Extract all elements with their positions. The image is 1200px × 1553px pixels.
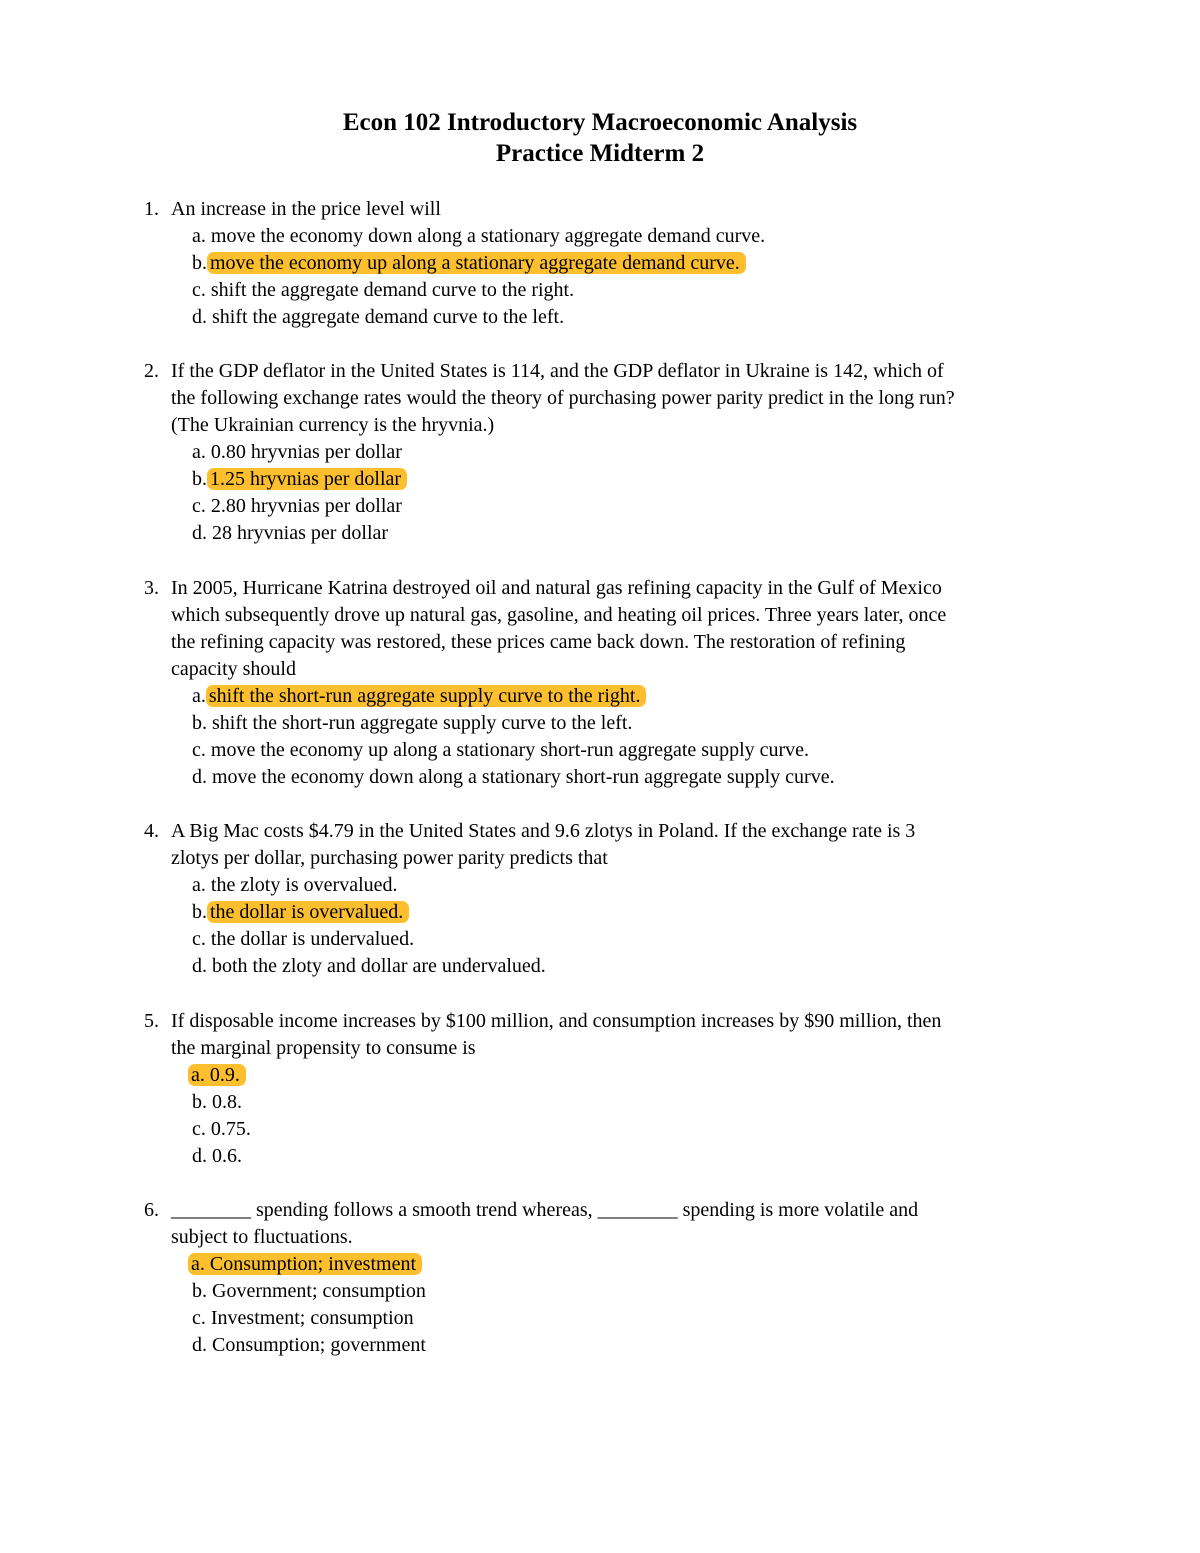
option-letter: c. <box>192 739 206 761</box>
question-2 <box>144 358 1104 547</box>
stem-line: zlotys per dollar, purchasing power parity predicts that <box>171 847 608 869</box>
option-c <box>144 277 1104 304</box>
stem-line: A Big Mac costs $4.79 in the United States and 9.6 zlotys in Poland. If the exchange rate is 3 <box>171 820 916 842</box>
option-text: move the economy up along a stationary short-run aggregate supply curve. <box>210 739 810 761</box>
option-letter: c. <box>192 1118 206 1140</box>
option-letter: c. <box>192 495 206 517</box>
option-d <box>144 953 1104 980</box>
option-text: Consumption; investment <box>209 1253 417 1275</box>
option-letter: b. <box>192 712 207 734</box>
option-text: 0.75. <box>210 1118 251 1140</box>
option-letter: d. <box>192 955 207 977</box>
option-d <box>144 764 1104 791</box>
option-d <box>144 1332 1104 1359</box>
option-text: Government; consumption <box>212 1280 426 1302</box>
question-5 <box>144 1008 1104 1170</box>
answer-highlight: shift the short-run aggregate supply curve to the right. <box>206 685 647 707</box>
question-4 <box>144 818 1104 980</box>
option-text: shift the aggregate demand curve to the left. <box>212 306 565 328</box>
stem-line: capacity should <box>171 658 296 680</box>
option-letter: b. <box>192 1091 207 1113</box>
option-letter: b. <box>192 468 207 490</box>
exam-title: Practice Midterm 2 <box>495 140 705 167</box>
question-number: 2. <box>144 360 159 382</box>
option-letter: b. <box>192 901 207 923</box>
option-b-highlighted <box>144 466 1104 493</box>
option-letter: a. <box>192 685 206 707</box>
option-letter: d. <box>192 1145 207 1167</box>
option-text: shift the short-run aggregate supply curve to the left. <box>212 712 633 734</box>
option-b <box>144 1089 1104 1116</box>
stem-line: In 2005, Hurricane Katrina destroyed oil and natural gas refining capacity in the Gulf of Mexico <box>171 577 942 599</box>
answer-highlight <box>188 1064 246 1086</box>
option-a <box>144 439 1104 466</box>
option-text: 0.9. <box>209 1064 240 1086</box>
option-text: 0.6. <box>212 1145 242 1167</box>
stem-line: the following exchange rates would the theory of purchasing power parity predict in the long run? <box>171 387 955 409</box>
option-letter: a. <box>191 1253 205 1275</box>
option-letter: a. <box>192 874 206 896</box>
option-text: the dollar is undervalued. <box>210 928 415 950</box>
option-a-highlighted <box>144 1062 1104 1089</box>
answer-highlight <box>188 1253 422 1275</box>
question-stem <box>144 575 1104 602</box>
stem-line: the marginal propensity to consume is <box>171 1037 476 1059</box>
question-number: 4. <box>144 820 159 842</box>
stem-line: (The Ukrainian currency is the hryvnia.) <box>171 414 495 436</box>
answer-highlight: 1.25 hryvnias per dollar <box>207 468 407 490</box>
stem-line: subject to fluctuations. <box>171 1226 353 1248</box>
option-letter: a. <box>191 1064 205 1086</box>
stem-line: An increase in the price level will <box>171 198 441 220</box>
option-letter: d. <box>192 522 207 544</box>
option-text: both the zloty and dollar are undervalued. <box>212 955 546 977</box>
option-text: move the economy down along a stationary short-run aggregate supply curve. <box>212 766 835 788</box>
answer-highlight: move the economy up along a stationary aggregate demand curve. <box>207 252 746 274</box>
option-letter: c. <box>192 279 206 301</box>
option-c <box>144 493 1104 520</box>
option-letter: d. <box>192 766 207 788</box>
option-c <box>144 737 1104 764</box>
option-text: 0.8. <box>212 1091 242 1113</box>
option-text: Investment; consumption <box>210 1307 414 1329</box>
option-a <box>144 872 1104 899</box>
option-a <box>144 223 1104 250</box>
question-stem <box>144 196 1104 223</box>
option-text: 28 hryvnias per dollar <box>212 522 389 544</box>
stem-line: which subsequently drove up natural gas, gasoline, and heating oil prices. Three years later, once <box>171 604 947 626</box>
option-d <box>144 520 1104 547</box>
option-letter: c. <box>192 1307 206 1329</box>
question-1 <box>144 196 1104 331</box>
question-number: 3. <box>144 577 159 599</box>
question-number: 6. <box>144 1199 159 1221</box>
stem-line: If disposable income increases by $100 million, and consumption increases by $90 million, then <box>171 1010 942 1032</box>
option-letter: d. <box>192 1334 207 1356</box>
option-text: Consumption; government <box>212 1334 426 1356</box>
stem-line: If the GDP deflator in the United States is 114, and the GDP deflator in Ukraine is 142, which of <box>171 360 944 382</box>
question-stem <box>144 818 1104 845</box>
question-stem <box>144 358 1104 385</box>
option-a-highlighted <box>144 1251 1104 1278</box>
option-b <box>144 1278 1104 1305</box>
option-b-highlighted <box>144 250 1104 277</box>
option-letter: a. <box>192 441 206 463</box>
option-a-highlighted <box>144 683 1104 710</box>
question-number: 1. <box>144 198 159 220</box>
option-text: move the economy down along a stationary aggregate demand curve. <box>210 225 766 247</box>
option-letter: b. <box>192 1280 207 1302</box>
option-text: 0.80 hryvnias per dollar <box>210 441 402 463</box>
option-text: the zloty is overvalued. <box>210 874 398 896</box>
option-letter: a. <box>192 225 206 247</box>
option-b-highlighted <box>144 899 1104 926</box>
course-title: Econ 102 Introductory Macroeconomic Analysis <box>342 109 858 136</box>
stem-line: ________ spending follows a smooth trend whereas, ________ spending is more volatile and <box>171 1199 919 1221</box>
option-letter: c. <box>192 928 206 950</box>
question-6 <box>144 1197 1104 1359</box>
option-b <box>144 710 1104 737</box>
option-c <box>144 1305 1104 1332</box>
question-number: 5. <box>144 1010 159 1032</box>
answer-highlight: the dollar is overvalued. <box>207 901 409 923</box>
question-stem <box>144 1008 1104 1035</box>
option-c <box>144 926 1104 953</box>
option-text: shift the aggregate demand curve to the right. <box>210 279 575 301</box>
option-text: 2.80 hryvnias per dollar <box>210 495 402 517</box>
question-3 <box>144 575 1104 791</box>
stem-line: the refining capacity was restored, these prices came back down. The restoration of refining <box>171 631 906 653</box>
option-d <box>144 304 1104 331</box>
question-stem <box>144 1197 1104 1224</box>
option-letter: d. <box>192 306 207 328</box>
option-c <box>144 1116 1104 1143</box>
option-letter: b. <box>192 252 207 274</box>
option-d <box>144 1143 1104 1170</box>
